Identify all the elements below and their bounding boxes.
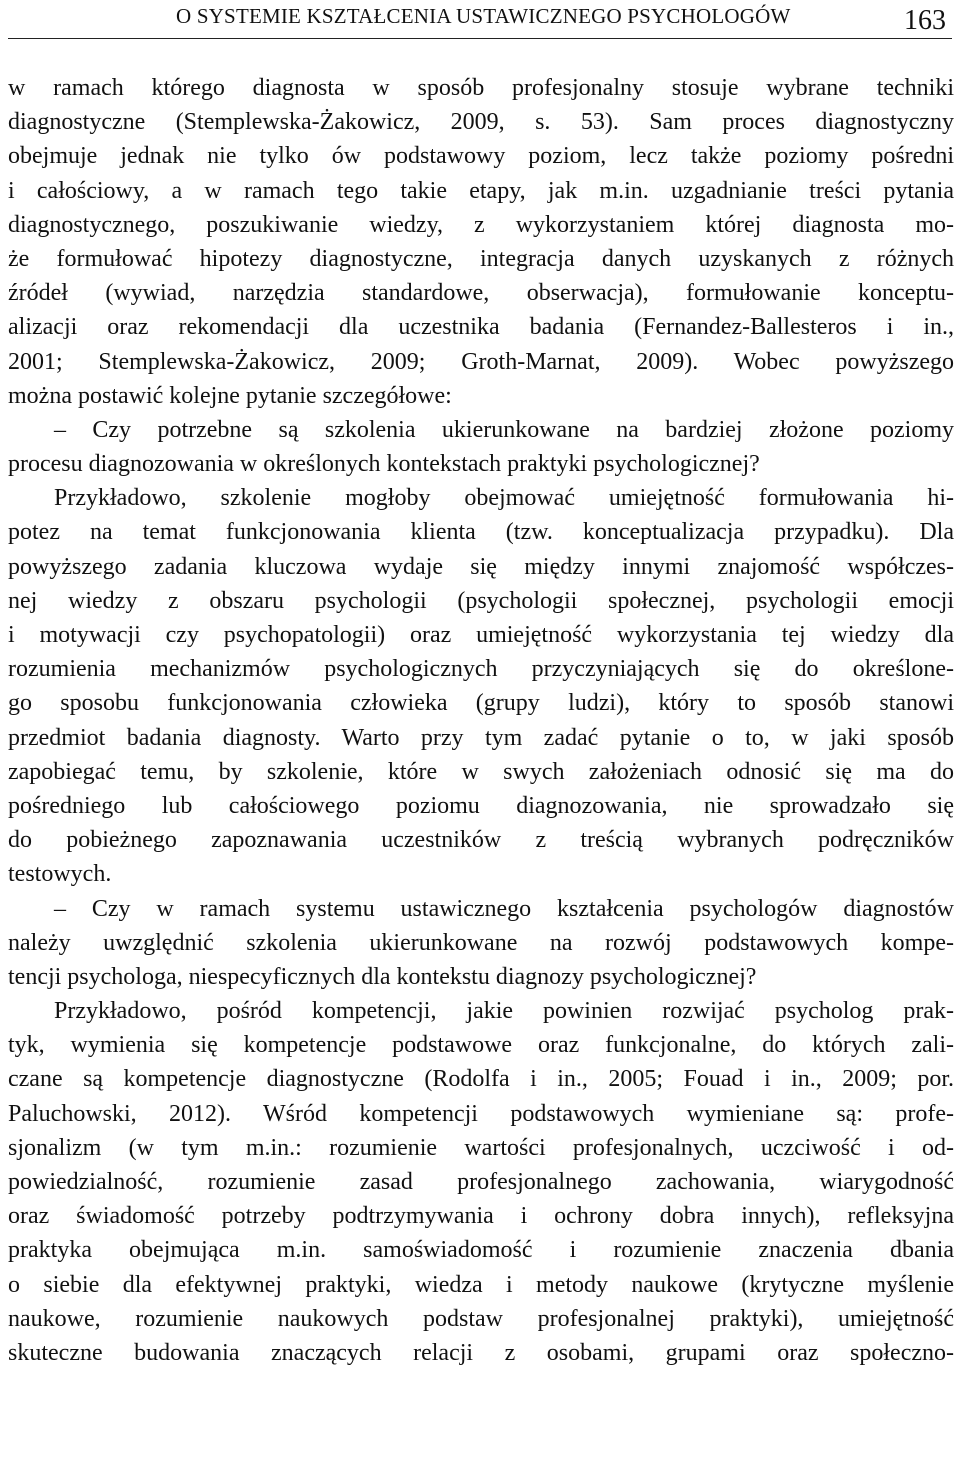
text-line: diagnostycznego, poszukiwanie wiedzy, z wykorzystaniem której diagnosta mo- xyxy=(8,211,954,238)
page-number: 163 xyxy=(904,5,946,36)
running-title: O SYSTEMIE KSZTAŁCENIA USTAWICZNEGO PSYCHOLOGÓW xyxy=(176,4,791,28)
text-line: rozumienia mechanizmów psychologicznych przyczyniających się do określone- xyxy=(8,656,954,683)
text-line: tyk, wymienia się kompetencje podstawowe oraz funkcjonalne, do których zali- xyxy=(8,1032,954,1059)
text-line: testowych. xyxy=(8,861,112,888)
text-line: w ramach którego diagnosta w sposób profesjonalny stosuje wybrane techniki xyxy=(8,75,954,101)
text-line: tencji psychologa, niespecyficznych dla kontekstu diagnozy psychologicznej? xyxy=(8,963,757,990)
text-line: sjonalizm (w tym m.in.: rozumienie wartości profesjonalnych, uczciwość i od- xyxy=(8,1134,954,1161)
text-line: potez na temat funkcjonowania klienta (tzw. konceptualizacja przypadku). Dla xyxy=(8,519,954,546)
text-line: zapobiegać temu, by szkolenie, które w swych założeniach odnosić się ma do xyxy=(8,758,954,785)
text-line: do pobieżnego zapoznawania uczestników z treścią wybranych podręczników xyxy=(8,827,954,854)
text-line: oraz świadomość potrzeby podtrzymywania i ochrony dobra innych), refleksyjna xyxy=(8,1203,954,1230)
text-line: – Czy potrzebne są szkolenia ukierunkowane na bardziej złożone poziomy xyxy=(54,416,954,443)
text-line: i całościowy, a w ramach tego takie etapy, jak m.in. uzgadnianie treści pytania xyxy=(8,177,954,204)
text-line: Przykładowo, pośród kompetencji, jakie powinien rozwijać psycholog prak- xyxy=(54,998,954,1025)
text-line: naukowe, rozumienie naukowych podstaw profesjonalnej praktyki), umiejętność xyxy=(8,1305,954,1332)
body-text xyxy=(8,71,954,1370)
text-line: czane są kompetencje diagnostyczne (Rodolfa i in., 2005; Fouad i in., 2009; por. xyxy=(8,1066,954,1093)
text-line: przedmiot badania diagnosty. Warto przy tym zadać pytanie o to, w jaki sposób xyxy=(8,724,954,751)
text-line: źródeł (wywiad, narzędzia standardowe, obserwacja), formułowanie konceptu- xyxy=(8,280,954,307)
text-line: Przykładowo, szkolenie mogłoby obejmować umiejętność formułowania hi- xyxy=(54,485,954,512)
text-line: go sposobu funkcjonowania człowieka (grupy ludzi), który to sposób stanowi xyxy=(8,690,954,717)
text-line: diagnostyczne (Stemplewska-Żakowicz, 2009, s. 53). Sam proces diagnostyczny xyxy=(8,109,954,136)
text-line: praktyka obejmująca m.in. samoświadomość i rozumienie znaczenia dbania xyxy=(8,1237,954,1264)
text-line: 2001; Stemplewska-Żakowicz, 2009; Groth-Marnat, 2009). Wobec powyższego xyxy=(8,348,954,375)
text-line: powiedzialność, rozumienie zasad profesjonalnego zachowania, wiarygodność xyxy=(8,1169,954,1195)
text-line: skuteczne budowania znaczących relacji z osobami, grupami oraz społeczno- xyxy=(8,1339,954,1366)
text-line: pośredniego lub całościowego poziomu diagnozowania, nie sprowadzało się xyxy=(8,792,954,819)
running-header xyxy=(8,0,952,39)
text-line: powyższego zadania kluczowa wydaje się między innymi znajomość współczes- xyxy=(8,553,954,580)
text-line: można postawić kolejne pytanie szczegółowe: xyxy=(8,382,452,409)
text-line: – Czy w ramach systemu ustawicznego kształcenia psychologów diagnostów xyxy=(54,895,954,922)
text-line: Paluchowski, 2012). Wśród kompetencji podstawowych wymieniane są: profe- xyxy=(8,1100,954,1127)
text-line: i motywacji czy psychopatologii) oraz umiejętność wykorzystania tej wiedzy dla xyxy=(8,622,954,648)
text-line: należy uwzględnić szkolenia ukierunkowane na rozwój podstawowych kompe- xyxy=(8,929,954,956)
text-line: że formułować hipotezy diagnostyczne, integracja danych uzyskanych z różnych xyxy=(8,245,954,272)
text-line: procesu diagnozowania w określonych kontekstach praktyki psychologicznej? xyxy=(8,451,760,478)
text-line: nej wiedzy z obszaru psychologii (psychologii społecznej, psychologii emocji xyxy=(8,587,954,614)
text-line: alizacji oraz rekomendacji dla uczestnika badania (Fernandez-Ballesteros i in., xyxy=(8,314,954,341)
text-line: obejmuje jednak nie tylko ów podstawowy poziom, lecz także poziomy pośredni xyxy=(8,143,954,170)
text-line: o siebie dla efektywnej praktyki, wiedza i metody naukowe (krytyczne myślenie xyxy=(8,1271,954,1298)
